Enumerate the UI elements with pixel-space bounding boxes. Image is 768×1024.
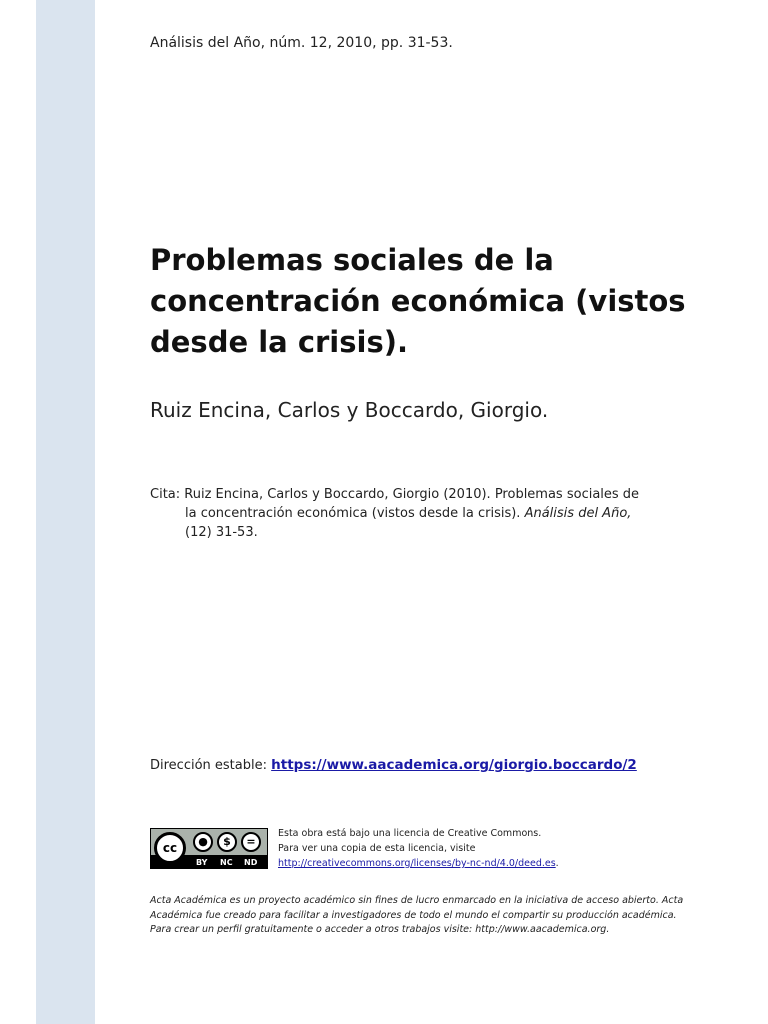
citation-journal: Análisis del Año, [524,506,632,521]
article-authors: Ruiz Encina, Carlos y Boccardo, Giorgio. [150,398,549,422]
cc-license-badge[interactable] [150,828,268,869]
citation-line-2: la concentración económica (vistos desde la crisis). [185,506,521,521]
license-line-1: Esta obra está bajo una licencia de Creative Commons. [278,828,542,839]
nd-equals-icon: = [241,832,261,852]
citation-line-1: Ruiz Encina, Carlos y Boccardo, Giorgio (2010). Problemas sociales de [184,487,640,502]
cc-by-label: BY [196,858,208,867]
citation-label: Cita: [150,487,181,502]
cc-icon: cc [154,832,186,864]
citation-line-3: (12) 31-53. [185,525,258,540]
citation-block [150,485,710,542]
license-line-3 [278,856,559,871]
citation-continuation [150,504,710,542]
license-text [278,826,559,871]
stable-address-link[interactable]: https://www.aacademica.org/giorgio.boccardo/2 [271,757,637,773]
nc-dollar-icon: $ [217,832,237,852]
sidebar-band [36,0,95,1024]
cc-nd-label: ND [244,858,258,867]
footer-note: Acta Académica es un proyecto académico sin fines de lucro enmarcado en la iniciativa de acceso abierto. Acta Académica fue creado para facilitar a investigadores de todo el mundo el compartir su producción académica. Para crear un perfil gratuitamente o acceder a otros trabajos visite: http://www.aacademica.org. [150,895,684,935]
article-title: Problemas sociales de la concentración económica (vistos desde la crisis). [150,243,686,359]
license-link-suffix: . [555,858,559,869]
stable-address [150,757,637,773]
license-link[interactable]: http://creativecommons.org/licenses/by-nc-nd/4.0/deed.es [278,858,556,869]
by-person-icon: ● [193,832,213,852]
cc-nc-label: NC [220,858,233,867]
license-line-2: Para ver una copia de esta licencia, visite [278,843,476,854]
stable-address-label: Dirección estable: [150,758,267,773]
journal-reference: Análisis del Año, núm. 12, 2010, pp. 31-53. [150,35,453,51]
